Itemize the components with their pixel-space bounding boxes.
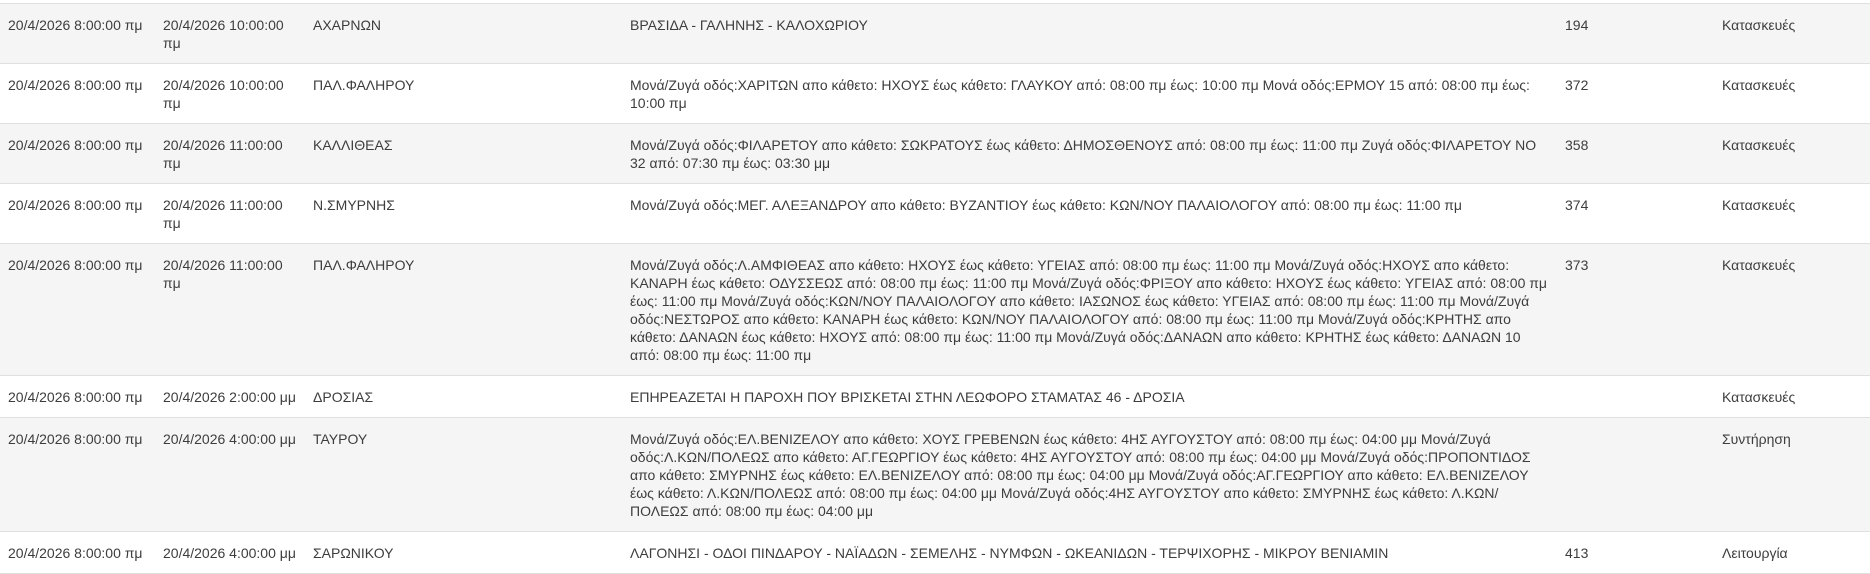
table-row [0, 244, 1870, 376]
cell-description: ΛΑΓΟΝΗΣΙ - ΟΔΟΙ ΠΙΝΔΑΡΟΥ - ΝΑΪΑΔΩΝ - ΣΕΜΕΛΗΣ - ΝΥΜΦΩΝ - ΩΚΕΑΝΙΔΩΝ - ΤΕΡΨΙΧΟΡΗΣ - ΜΙΚΡΟΥ ΒΕΝΙΑΜΙΝ [630, 545, 1389, 561]
cell-municipality: ΚΑΛΛΙΘΕΑΣ [313, 137, 393, 153]
cell-end-time: 20/4/2026 11:00:00 πμ [163, 137, 283, 171]
cell-end-time: 20/4/2026 4:00:00 μμ [163, 545, 296, 561]
cell-municipality: ΑΧΑΡΝΩΝ [313, 17, 382, 33]
cell-number: 374 [1565, 197, 1589, 213]
cell-start-time: 20/4/2026 8:00:00 πμ [8, 389, 143, 405]
table-row [0, 532, 1870, 574]
table-row [0, 124, 1870, 184]
cell-number: 194 [1565, 17, 1589, 33]
table-row [0, 418, 1870, 532]
cell-category: Κατασκευές [1722, 257, 1796, 273]
cell-description: ΒΡΑΣΙΔΑ - ΓΑΛΗΝΗΣ - ΚΑΛΟΧΩΡΙΟΥ [630, 17, 868, 33]
cell-end-time: 20/4/2026 4:00:00 μμ [163, 431, 296, 447]
cell-municipality: ΣΑΡΩΝΙΚΟΥ [313, 545, 394, 561]
cell-municipality: ΠΑΛ.ΦΑΛΗΡΟΥ [313, 77, 415, 93]
cell-municipality: ΔΡΟΣΙΑΣ [313, 389, 374, 405]
cell-number: 413 [1565, 545, 1589, 561]
cell-end-time: 20/4/2026 11:00:00 πμ [163, 257, 283, 291]
cell-number: 372 [1565, 77, 1589, 93]
cell-description: Μονά/Ζυγά οδός:ΕΛ.ΒΕΝΙΖΕΛΟΥ απο κάθετο: ΧΟΥΣ ΓΡΕΒΕΝΩΝ έως κάθετο: 4ΗΣ ΑΥΓΟΥΣΤΟΥ από: 08:00 πμ έως: 04:00 μμ Μονά/Ζυγά οδός:Λ.ΚΩΝ/ΠΟΛΕΩΣ απο κάθετο: ΑΓ.ΓΕΩΡΓΙΟΥ έως κάθετο: 4ΗΣ ΑΥΓΟΥΣΤΟΥ από: 08:00 πμ έως: 04:00 μμ Μονά/Ζυγά οδός:ΠΡΟΠΟΝΤΙΔΟΣ απο κάθετο: ΣΜΥΡΝΗΣ έως κάθετο: ΕΛ.ΒΕΝΙΖΕΛΟΥ από: 08:00 πμ έως: 04:00 μμ Μονά/Ζυγά οδός:ΑΓ.ΓΕΩΡΓΙΟΥ απο κάθετο: ΕΛ.ΒΕΝΙΖΕΛΟΥ έως κάθετο: Λ.ΚΩΝ/ΠΟΛΕΩΣ από: 08:00 πμ έως: 04:00 μμ Μονά/Ζυγά οδός:4ΗΣ ΑΥΓΟΥΣΤΟΥ απο κάθετο: ΣΜΥΡΝΗΣ έως κάθετο: Λ.ΚΩΝ/ΠΟΛΕΩΣ από: 08:00 πμ έως: 04:00 μμ [630, 431, 1531, 519]
cell-number: 358 [1565, 137, 1589, 153]
cell-number [1557, 376, 1714, 418]
outage-table-container [0, 3, 1870, 574]
cell-description: Μονά/Ζυγά οδός:ΧΑΡΙΤΩΝ απο κάθετο: ΗΧΟΥΣ έως κάθετο: ΓΛΑΥΚΟΥ από: 08:00 πμ έως: 10:00 πμ Μονά οδός:ΕΡΜΟΥ 15 από: 08:00 πμ έως: 10:00 πμ [630, 77, 1530, 111]
cell-description: Μονά/Ζυγά οδός:Λ.ΑΜΦΙΘΕΑΣ απο κάθετο: ΗΧΟΥΣ έως κάθετο: ΥΓΕΙΑΣ από: 08:00 πμ έως: 11:00 πμ Μονά/Ζυγά οδός:ΗΧΟΥΣ απο κάθετο: ΚΑΝΑΡΗ έως κάθετο: ΟΔΥΣΣΕΩΣ από: 08:00 πμ έως: 11:00 πμ Μονά/Ζυγά οδός:ΦΡΙΞΟΥ απο κάθετο: ΗΧΟΥΣ έως κάθετο: ΥΓΕΙΑΣ από: 08:00 πμ έως: 11:00 πμ Μονά/Ζυγά οδός:ΚΩΝ/ΝΟΥ ΠΑΛΑΙΟΛΟΓΟΥ απο κάθετο: ΙΑΣΩΝΟΣ έως κάθετο: ΥΓΕΙΑΣ από: 08:00 πμ έως: 11:00 πμ Μονά/Ζυγά οδός:ΝΕΣΤΩΡΟΣ απο κάθετο: ΚΑΝΑΡΗ έως κάθετο: ΚΩΝ/ΝΟΥ ΠΑΛΑΙΟΛΟΓΟΥ από: 08:00 πμ έως: 11:00 πμ Μονά/Ζυγά οδός:ΚΡΗΤΗΣ απο κάθετο: ΔΑΝΑΩΝ έως κάθετο: ΗΧΟΥΣ από: 08:00 πμ έως: 11:00 πμ Μονά/Ζυγά οδός:ΔΑΝΑΩΝ απο κάθετο: ΚΡΗΤΗΣ έως κάθετο: ΔΑΝΑΩΝ 10 από: 08:00 πμ έως: 11:00 πμ [630, 257, 1547, 363]
cell-category: Συντήρηση [1722, 431, 1791, 447]
cell-category: Λειτουργία [1722, 545, 1788, 561]
cell-start-time: 20/4/2026 8:00:00 πμ [8, 431, 143, 447]
cell-category: Κατασκευές [1722, 77, 1796, 93]
cell-description: Μονά/Ζυγά οδός:ΜΕΓ. ΑΛΕΞΑΝΔΡΟΥ απο κάθετο: ΒΥΖΑΝΤΙΟΥ έως κάθετο: ΚΩΝ/ΝΟΥ ΠΑΛΑΙΟΛΟΓΟΥ από: 08:00 πμ έως: 11:00 πμ [630, 197, 1462, 213]
cell-start-time: 20/4/2026 8:00:00 πμ [8, 137, 143, 153]
cell-start-time: 20/4/2026 8:00:00 πμ [8, 257, 143, 273]
cell-description: ΕΠΗΡΕΑΖΕΤΑΙ Η ΠΑΡΟΧΗ ΠΟΥ ΒΡΙΣΚΕΤΑΙ ΣΤΗΝ ΛΕΩΦΟΡΟ ΣΤΑΜΑΤΑΣ 46 - ΔΡΟΣΙΑ [630, 389, 1185, 405]
table-row [0, 4, 1870, 64]
cell-municipality: ΤΑΥΡΟΥ [313, 431, 368, 447]
table-row [0, 376, 1870, 418]
cell-category: Κατασκευές [1722, 389, 1796, 405]
cell-municipality: ΠΑΛ.ΦΑΛΗΡΟΥ [313, 257, 415, 273]
outage-table-body [0, 4, 1870, 574]
outage-table [0, 3, 1870, 574]
cell-start-time: 20/4/2026 8:00:00 πμ [8, 17, 143, 33]
cell-municipality: Ν.ΣΜΥΡΝΗΣ [313, 197, 395, 213]
cell-category: Κατασκευές [1722, 137, 1796, 153]
cell-start-time: 20/4/2026 8:00:00 πμ [8, 77, 143, 93]
cell-start-time: 20/4/2026 8:00:00 πμ [8, 197, 143, 213]
cell-end-time: 20/4/2026 11:00:00 πμ [163, 197, 283, 231]
cell-end-time: 20/4/2026 10:00:00 πμ [163, 77, 284, 111]
cell-number: 373 [1565, 257, 1589, 273]
cell-description: Μονά/Ζυγά οδός:ΦΙΛΑΡΕΤΟΥ απο κάθετο: ΣΩΚΡΑΤΟΥΣ έως κάθετο: ΔΗΜΟΣΘΕΝΟΥΣ από: 08:00 πμ έως: 11:00 πμ Ζυγά οδός:ΦΙΛΑΡΕΤΟΥ ΝΟ 32 από: 07:30 πμ έως: 03:30 μμ [630, 137, 1537, 171]
cell-end-time: 20/4/2026 10:00:00 πμ [163, 17, 284, 51]
table-row [0, 64, 1870, 124]
cell-start-time: 20/4/2026 8:00:00 πμ [8, 545, 143, 561]
cell-category: Κατασκευές [1722, 17, 1796, 33]
cell-category: Κατασκευές [1722, 197, 1796, 213]
cell-end-time: 20/4/2026 2:00:00 μμ [163, 389, 296, 405]
table-row [0, 184, 1870, 244]
cell-number [1557, 418, 1714, 532]
